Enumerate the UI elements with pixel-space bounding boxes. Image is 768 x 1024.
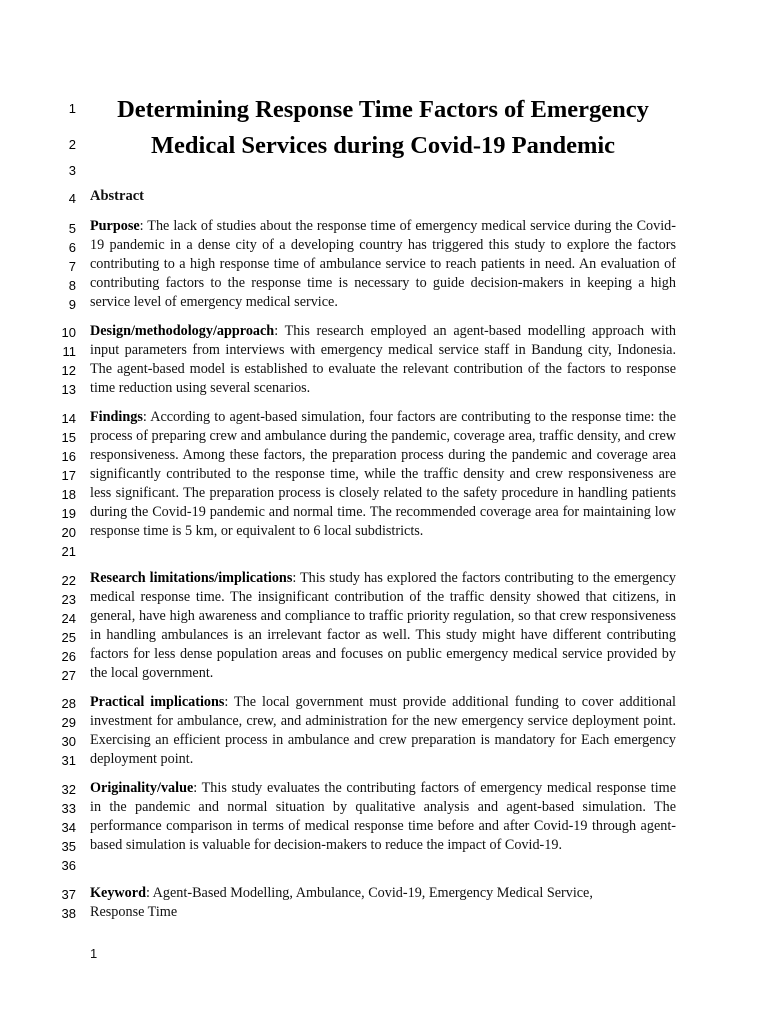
keyword-text-line-2: Response Time — [90, 904, 178, 920]
design-text: : This research employed an agent-based modelling approach with input parameters from interviews with emergency medical service staff in Bandung city, Indonesia. The agent-based model is established to evaluate the relevant contribution of the factors to response time reduction using several scenarios. — [90, 323, 676, 396]
line-number: 24 — [61, 611, 76, 626]
line-number: 12 — [61, 363, 76, 378]
line-number: 14 — [61, 411, 76, 426]
keyword-paragraph — [90, 884, 676, 922]
abstract-heading: Abstract — [90, 188, 144, 204]
line-number: 38 — [61, 906, 76, 921]
keyword-label: Keyword — [90, 885, 146, 901]
line-number: 18 — [61, 487, 76, 502]
limitations-label: Research limitations/implications — [90, 570, 293, 586]
limitations-text: : This study has explored the factors contributing to the emergency medical response time. The insignificant contribution of the traffic density showed that citizens, in general, have high awareness and compliance to traffic priority regulation, so that crew responsiveness in handling ambulances is an irrelevant factor as well. This study might have different contributing factors for less dense population areas and focuses on public emergency medical service provided by the local government. — [90, 570, 676, 681]
line-number: 8 — [68, 278, 76, 293]
findings-text: : According to agent-based simulation, four factors are contributing to the response time: the process of preparing crew and ambulance during the pandemic, coverage area, traffic density, and crew responsiveness. Among these factors, the preparation process during the pandemic and coverage area significantly contributed to the response time, while the traffic density and crew responsiveness are less significant. The preparation process is closely related to the safety procedure in handling patients during the Covid-19 pandemic and normal time. The recommended coverage area for maintaining low response time is 5 km, or equivalent to 6 local subdistricts. — [90, 409, 676, 539]
findings-label: Findings — [90, 409, 143, 425]
line-number: 6 — [68, 240, 76, 255]
title-line-2: Medical Services during Covid-19 Pandemic — [150, 132, 616, 159]
line-number: 30 — [61, 734, 76, 749]
title-line-1: Determining Response Time Factors of Emergency — [117, 96, 649, 123]
originality-text: : This study evaluates the contributing factors of emergency medical response time in the pandemic and normal situation by qualitative analysis and agent-based simulation. The performance comparison in terms of medical response time before and after Covid-19 through agent-based simulation is valuable for decision-makers to reduce the impact of Covid-19. — [90, 780, 676, 853]
practical-paragraph — [90, 693, 676, 769]
purpose-paragraph — [90, 217, 676, 312]
line-number: 37 — [61, 887, 76, 902]
purpose-label: Purpose — [90, 218, 140, 234]
line-number: 27 — [61, 668, 76, 683]
purpose-text: : The lack of studies about the response time of emergency medical service during the Covid-19 pandemic in a dense city of a developing country has triggered this study to explore the factors contributing to a high response time of ambulance service to reach patients in need. An evaluation of contributing factors to the response time is necessary to guide decision-makers in keeping a high service level of emergency medical service. — [90, 218, 676, 310]
originality-paragraph — [90, 779, 676, 855]
page-number: 1 — [90, 946, 98, 961]
line-number: 3 — [68, 163, 76, 178]
paper-title — [90, 92, 676, 164]
line-number: 32 — [61, 782, 76, 797]
line-number: 33 — [61, 801, 76, 816]
line-number: 28 — [61, 696, 76, 711]
line-number: 36 — [61, 858, 76, 873]
line-number: 19 — [61, 506, 76, 521]
line-number: 9 — [68, 297, 76, 312]
line-number: 1 — [68, 101, 76, 116]
line-number: 31 — [61, 753, 76, 768]
findings-paragraph — [90, 408, 676, 541]
line-number: 26 — [61, 649, 76, 664]
design-paragraph — [90, 322, 676, 398]
line-number: 7 — [68, 259, 76, 274]
line-number: 25 — [61, 630, 76, 645]
line-number: 21 — [61, 544, 76, 559]
line-number: 29 — [61, 715, 76, 730]
line-number: 35 — [61, 839, 76, 854]
line-number: 16 — [61, 449, 76, 464]
line-number: 5 — [68, 221, 76, 236]
design-label: Design/methodology/approach — [90, 323, 275, 339]
line-number: 4 — [68, 191, 76, 206]
keyword-text-line-1: : Agent-Based Modelling, Ambulance, Covid-19, Emergency Medical Service, — [145, 885, 593, 901]
line-number: 17 — [61, 468, 76, 483]
line-number: 23 — [61, 592, 76, 607]
originality-label: Originality/value — [90, 780, 194, 796]
line-number: 34 — [61, 820, 76, 835]
line-number: 15 — [61, 430, 76, 445]
practical-label: Practical implications — [90, 694, 225, 710]
line-number: 22 — [61, 573, 76, 588]
limitations-paragraph — [90, 569, 676, 683]
line-number: 10 — [61, 325, 76, 340]
line-number: 13 — [61, 382, 76, 397]
line-number: 20 — [61, 525, 76, 540]
line-number: 11 — [62, 344, 76, 359]
practical-text: : The local government must provide additional funding to cover additional investment for ambulance, crew, and administration for the new emergency service deployment point. Exercising an efficient process in ambulance and crew preparation is mandatory for Each emergency deployment point. — [90, 694, 676, 767]
line-number: 2 — [68, 137, 76, 152]
